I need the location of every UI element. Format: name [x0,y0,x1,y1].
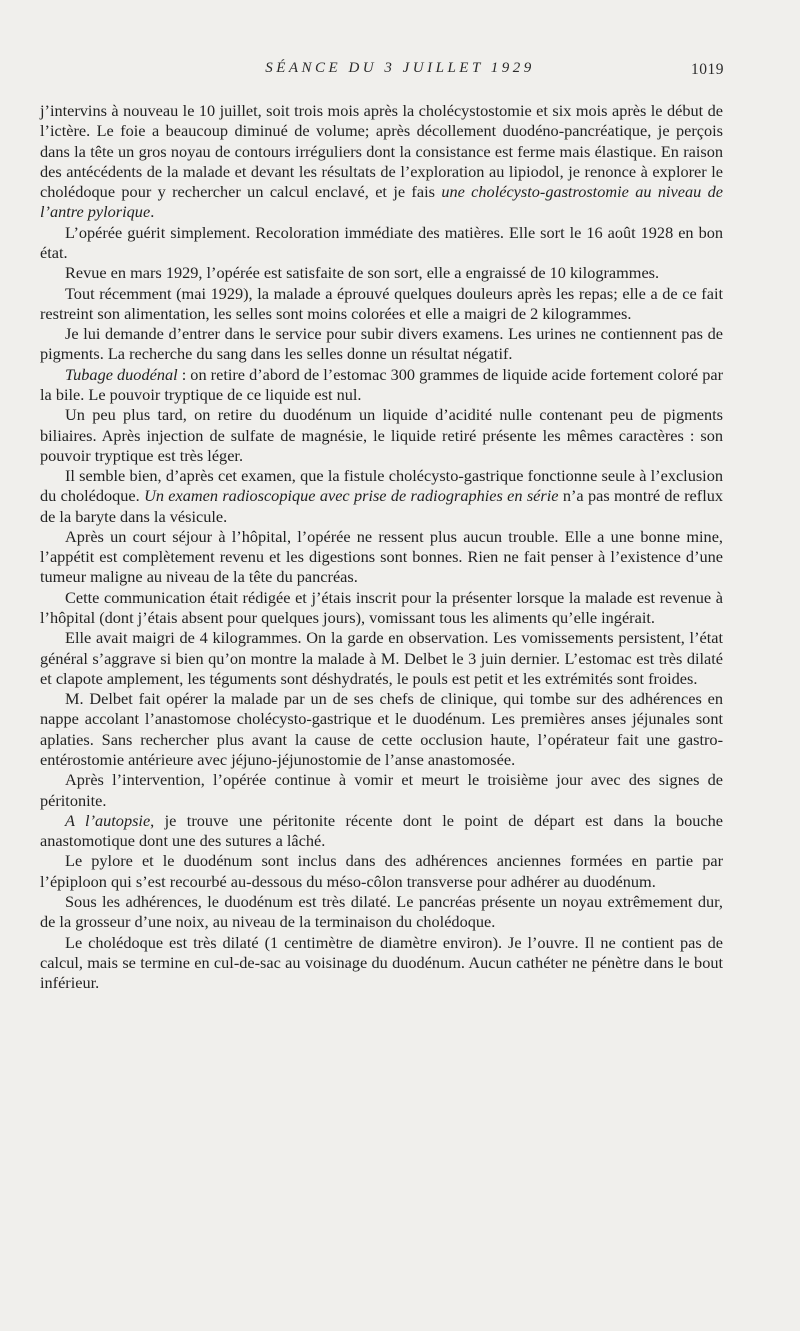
paragraph: L’opérée guérit simplement. Recoloration immédiate des matières. Elle sort le 16 août 1928 en bon état. [40,222,723,262]
paragraph: Après un court séjour à l’hôpital, l’opérée ne ressent plus aucun trouble. Elle a une bonne mine, l’appétit est complètement revenu et les digestions sont bonnes. Rien ne fait penser à l’existence d’une tumeur maligne au niveau de la tête du pancréas. [40,526,723,587]
italic-phrase: A l’autopsie [65,810,151,830]
paragraph: Cette communication était rédigée et j’étais inscrit pour la présenter lorsque la malade est revenue à l’hôpital (dont j’étais absent pour quelques jours), vomissant tous les aliments qu’elle ingérait. [40,587,723,628]
paragraph: Revue en mars 1929, l’opérée est satisfaite de son sort, elle a engraissé de 10 kilogrammes. [65,263,660,283]
page-number: 1019 [691,61,724,78]
paragraph: Le pylore et le duodénum sont inclus dans des adhérences anciennes formées en partie par l’épiploon qui s’est recourbé au-dessous du méso-côlon transverse pour adhérer au duodénum. [40,851,723,891]
paragraph: j’intervins à nouveau le 10 juillet, soit trois mois après la cholécystostomie et six mois après le début de l’ictère. Le foie a beaucoup diminué de volume; après décollement duodéno-pancréatique, je perçois dans la tête un gros noyau de contours irréguliers dont la consistance est ferme mais élastique. En raison des antécédents de la malade et devant les résultats de l’exploration au lipiodol, je renonce à explorer le cholédoque pour y rechercher un calcul enclavé, et je fais une cholécysto-gastrostomie au niveau de l’antre pylorique. [40,101,723,222]
italic-phrase: Tubage duodénal [65,364,178,384]
paragraph: Tubage duodénal : on retire d’abord de l’estomac 300 grammes de liquide acide fortement coloré par la bile. Le pouvoir tryptique de ce liquide est nul. [40,364,723,404]
paragraph: Un peu plus tard, on retire du duodénum un liquide d’acidité nulle contenant peu de pigments biliaires. Après injection de sulfate de magnésie, le liquide retiré présente les mêmes caractères : son pouvoir tryptique est très léger. [40,405,723,465]
running-title: SÉANCE DU 3 JUILLET 1929 [265,60,535,76]
italic-phrase: Un examen radioscopique avec prise de radiographies en série [144,486,559,506]
paragraph: M. Delbet fait opérer la malade par un de ses chefs de clinique, qui tombe sur des adhérences en nappe accolant l’anastomose cholécysto-gastrique et le duodénum. Les premières anses jéjunales sont aplaties. Sans rechercher plus avant la cause de cette occlusion haute, l’opérateur fait une gastro-entérostomie antérieure avec jéjuno-jéjunostomie de l’anse anastomosée. [40,689,723,769]
paragraph: A l’autopsie, je trouve une péritonite récente dont le point de départ est dans la bouche anastomotique dont une des sutures a lâché. [40,810,723,851]
paragraph: Après l’intervention, l’opérée continue à vomir et meurt le troisième jour avec des signes de péritonite. [40,770,723,810]
paragraph: Je lui demande d’entrer dans le service pour subir divers examens. Les urines ne contiennent pas de pigments. La recherche du sang dans les selles donne un résultat négatif. [40,324,723,364]
running-head [0,58,800,84]
paragraph: Sous les adhérences, le duodénum est très dilaté. Le pancréas présente un noyau extrêmement dur, de la grosseur d’une noix, au niveau de la terminaison du cholédoque. [40,891,723,932]
paragraph: Le cholédoque est très dilaté (1 centimètre de diamètre environ). Je l’ouvre. Il ne contient pas de calcul, mais se termine en cul-de-sac au voisinage du duodénum. Aucun cathéter ne pénètre dans le bout inférieur. [40,932,723,993]
body-text [40,101,723,993]
paragraph: Elle avait maigri de 4 kilogrammes. On la garde en observation. Les vomissements persistent, l’état général s’aggrave si bien qu’on montre la malade à M. Delbet le 3 juin dernier. L’estomac est très dilaté et clapote amplement, les téguments sont déshydratés, le pouls est petit et les extrémités sont froides. [40,628,723,688]
paragraph: Tout récemment (mai 1929), la malade a éprouvé quelques douleurs après les repas; elle a de ce fait restreint son alimentation, les selles sont moins colorées et elle a maigri de 2 kilogrammes. [40,283,723,323]
paragraph: Il semble bien, d’après cet examen, que la fistule cholécysto-gastrique fonctionne seule à l’exclusion du cholédoque. Un examen radioscopique avec prise de radiographies en série n’a pas montré de reflux de la baryte dans la vésicule. [40,466,723,526]
italic-phrase: une cholécysto-gastrostomie au niveau de l’antre pylorique [40,182,723,222]
